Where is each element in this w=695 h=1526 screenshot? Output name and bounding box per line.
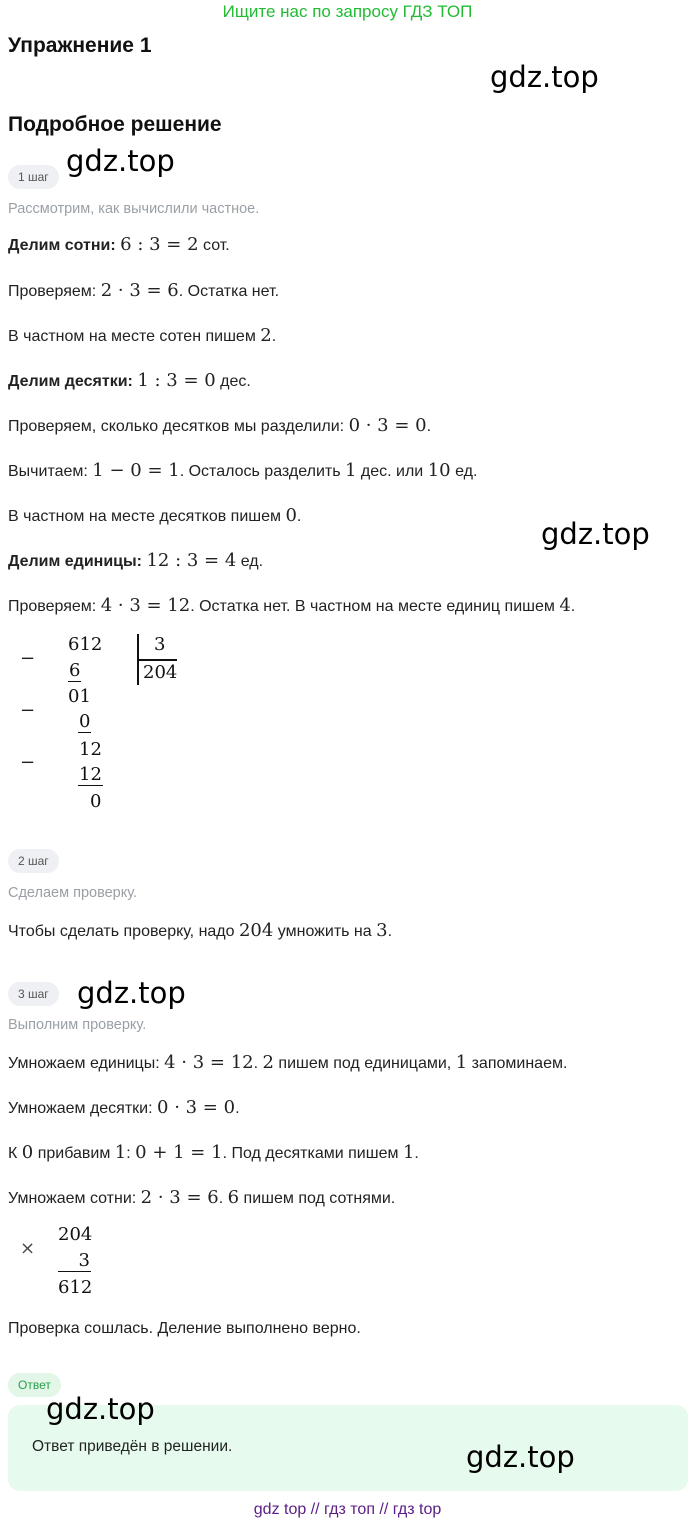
step-3-line-1 <box>8 1052 567 1073</box>
solution-heading: Подробное решение <box>8 113 222 136</box>
text: запоминаем. <box>471 1055 568 1072</box>
math: 0 <box>21 1142 34 1163</box>
math: 0 + 1 = 1 <box>135 1142 223 1163</box>
math: 2 · 3 = 6 <box>140 1187 219 1208</box>
multiplier: 3 <box>58 1251 91 1272</box>
text: сот. <box>203 237 230 254</box>
text: . Остатка нет. В частном на месте единиц пишем <box>190 598 555 615</box>
step-1-line-1 <box>8 234 230 255</box>
step-3-line-4 <box>8 1187 395 1208</box>
step-3-line-2 <box>8 1097 240 1118</box>
text: . <box>253 1055 259 1072</box>
step-1-line-7 <box>8 505 301 526</box>
subtrahend-3: 12 <box>79 764 102 785</box>
math: 1 − 0 = 1 <box>92 460 180 481</box>
text: пишем под сотнями. <box>243 1190 396 1207</box>
text: В частном на месте десятков пишем <box>8 508 282 525</box>
step-1-line-2 <box>8 280 279 301</box>
minus-sign: − <box>20 700 36 721</box>
step-1-line-5 <box>8 415 431 436</box>
step-3-note: Выполним проверку. <box>8 1017 147 1033</box>
math: 0 · 3 = 0 <box>157 1097 236 1118</box>
step-1-badge: 1 шаг <box>8 165 59 189</box>
math: 10 <box>427 460 451 481</box>
text: . Остатка нет. <box>178 283 280 300</box>
step-2-note: Сделаем проверку. <box>8 885 138 901</box>
step-2-line-1 <box>8 920 392 941</box>
product: 612 <box>58 1277 93 1298</box>
math: 3 <box>376 920 388 941</box>
multiplicand: 204 <box>58 1224 93 1245</box>
watermark: gdz.top <box>490 60 599 94</box>
text: . <box>271 328 277 345</box>
times-sign: × <box>20 1238 36 1259</box>
text: : <box>126 1145 131 1162</box>
minus-sign: − <box>20 648 36 669</box>
step-3-badge: 3 шаг <box>8 982 59 1006</box>
text: . <box>218 1190 224 1207</box>
math: 12 : 3 = 4 <box>146 550 237 571</box>
text: Проверяем: <box>8 598 97 615</box>
text: Проверяем: <box>8 283 97 300</box>
math: 4 <box>559 595 571 616</box>
footer-links[interactable]: gdz top // гдз топ // гдз top <box>253 1501 442 1518</box>
math: 1 <box>402 1142 415 1163</box>
divisor: 3 <box>154 634 166 655</box>
step-2-badge: 2 шаг <box>8 849 59 873</box>
step-1-line-9 <box>8 595 575 616</box>
text: . <box>414 1145 419 1162</box>
bold-label: Делим единицы: <box>8 553 142 570</box>
bold-label: Делим десятки: <box>8 373 133 390</box>
bold-label: Делим сотни: <box>8 237 116 254</box>
answer-badge: Ответ <box>8 1373 61 1397</box>
conclusion: Проверка сошлась. Деление выполнено верно. <box>8 1320 361 1337</box>
text: ед. <box>455 463 478 480</box>
text: Чтобы сделать проверку, надо <box>8 923 235 940</box>
text: . <box>235 1100 240 1117</box>
division-bar-horizontal <box>137 659 177 661</box>
text: прибавим <box>37 1145 111 1162</box>
text: . Осталось разделить <box>179 463 341 480</box>
subtrahend-2: 0 <box>79 711 91 732</box>
text: дес. или <box>360 463 424 480</box>
quotient: 204 <box>143 662 178 683</box>
step-1-line-6 <box>8 460 477 481</box>
watermark: gdz.top <box>466 1440 575 1474</box>
math: 1 <box>114 1142 127 1163</box>
text: Проверяем, сколько десятков мы разделили: <box>8 418 345 435</box>
text: В частном на месте сотен пишем <box>8 328 256 345</box>
remainder-3: 0 <box>90 791 102 812</box>
text: Умножаем сотни: <box>8 1190 137 1207</box>
subtrahend-1: 6 <box>69 660 81 681</box>
answer-text: Ответ приведён в решении. <box>32 1438 233 1455</box>
math: 0 · 3 = 0 <box>348 415 427 436</box>
math: 2 · 3 = 6 <box>100 280 179 301</box>
remainder-1: 01 <box>68 686 91 707</box>
math: 4 · 3 = 12 <box>164 1052 254 1073</box>
search-banner[interactable]: Ищите нас по запросу ГДЗ ТОП <box>222 2 473 21</box>
text: . <box>296 508 302 525</box>
text: ед. <box>240 553 264 570</box>
step-1-line-4 <box>8 370 251 391</box>
text: умножить на <box>277 923 372 940</box>
text: пишем под единицами, <box>278 1055 452 1072</box>
math: 6 <box>227 1187 240 1208</box>
step-3-line-3 <box>8 1142 419 1163</box>
text: . <box>570 598 576 615</box>
watermark: gdz.top <box>77 976 186 1010</box>
step-1-note: Рассмотрим, как вычислили частное. <box>8 201 260 217</box>
math: 2 <box>260 325 272 346</box>
math: 204 <box>238 920 274 941</box>
math: 4 · 3 = 12 <box>100 595 191 616</box>
dividend: 612 <box>68 634 103 655</box>
watermark: gdz.top <box>46 1392 155 1426</box>
exercise-title: Упражнение 1 <box>8 34 152 57</box>
text: Вычитаем: <box>8 463 88 480</box>
math: 6 : 3 = 2 <box>120 234 199 255</box>
watermark: gdz.top <box>541 517 650 551</box>
text: К <box>8 1145 18 1162</box>
math: 2 <box>262 1052 274 1073</box>
math: 1 <box>345 460 357 481</box>
math: 1 <box>455 1052 468 1073</box>
text: дес. <box>220 373 251 390</box>
step-1-line-3 <box>8 325 276 346</box>
text: . <box>426 418 432 435</box>
math: 0 <box>285 505 297 526</box>
text: . Под десятками пишем <box>222 1145 399 1162</box>
text: . <box>387 923 393 940</box>
text: Умножаем десятки: <box>8 1100 153 1117</box>
text: Умножаем единицы: <box>8 1055 160 1072</box>
watermark: gdz.top <box>66 144 175 178</box>
step-1-line-8 <box>8 550 263 571</box>
remainder-2: 12 <box>79 739 102 760</box>
math: 1 : 3 = 0 <box>137 370 216 391</box>
minus-sign: − <box>20 752 36 773</box>
